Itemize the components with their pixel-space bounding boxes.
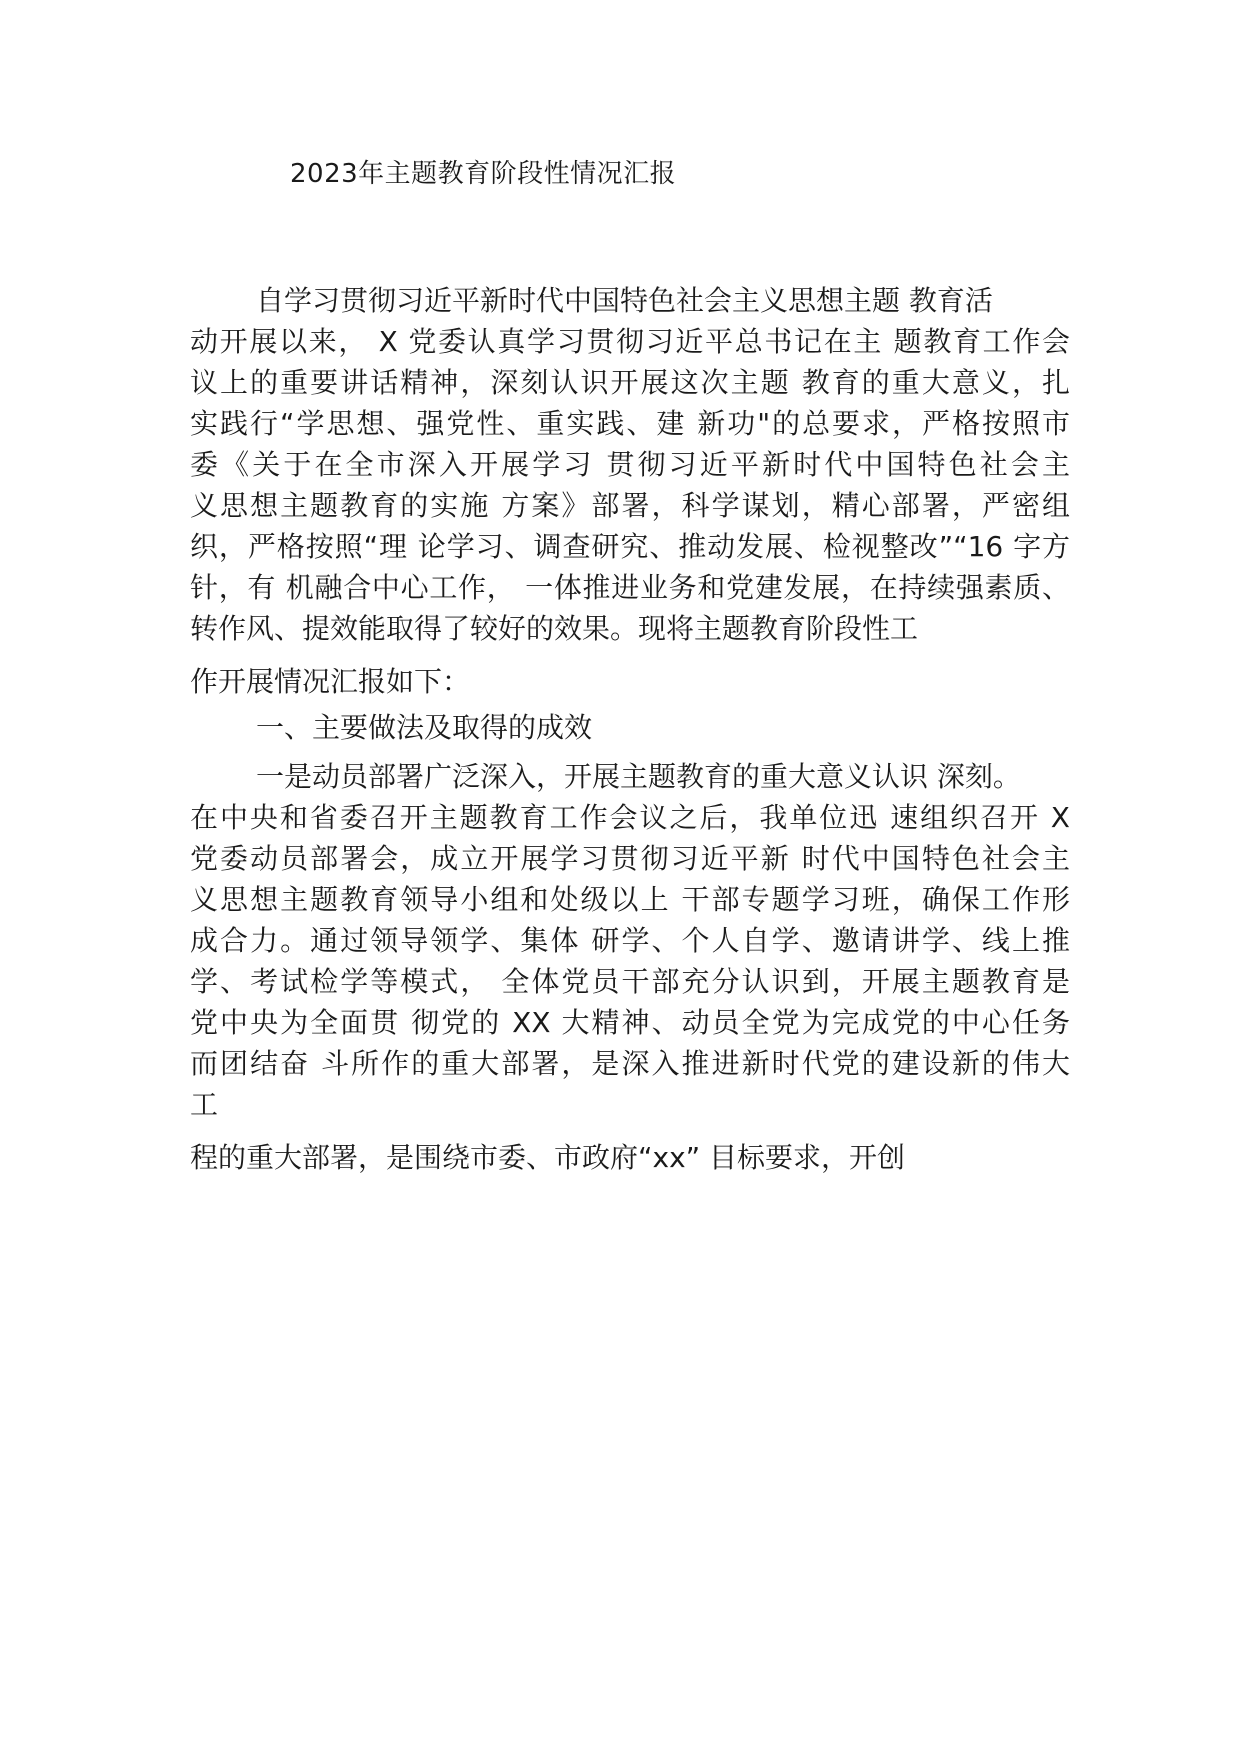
paragraph-line: 而团结奋 斗所作的重大部署，是深入推进新时代党的建设新的伟大 <box>190 1047 1070 1080</box>
paragraph-line: 针，有 机融合中心工作， 一体推进业务和党建发展，在持续强素质、 <box>190 571 1070 604</box>
paragraph-line: 在中央和省委召开主题教育工作会议之后，我单位迅 速组织召开 X <box>190 801 1070 834</box>
paragraph-line: 转作风、提效能取得了较好的效果。现将主题教育阶段性工 <box>190 612 919 645</box>
paragraph-line: 实践行“学思想、强党性、重实践、建 新功"的总要求，严格按照市 <box>190 407 1070 440</box>
paragraph-line: 一是动员部署广泛深入，开展主题教育的重大意义认识 深刻。 <box>256 760 1021 793</box>
paragraph-line: 义思想主题教育领导小组和处级以上 干部专题学习班，确保工作形 <box>190 883 1070 916</box>
paragraph-line: 动开展以来， X 党委认真学习贯彻习近平总书记在主 题教育工作会 <box>190 325 1070 358</box>
paragraph-line: 程的重大部署，是围绕市委、市政府“xx” 目标要求，开创 <box>190 1141 906 1174</box>
paragraph-line: 成合力。通过领导领学、集体 研学、个人自学、邀请讲学、线上推 <box>190 924 1070 957</box>
paragraph-line: 义思想主题教育的实施 方案》部署，科学谋划，精心部署，严密组 <box>190 489 1070 522</box>
paragraph-line: 议上的重要讲话精神，深刻认识开展这次主题 教育的重大意义，扎 <box>190 366 1070 399</box>
paragraph-line: 织，严格按照“理 论学习、调查研究、推动发展、检视整改”“16 字方 <box>190 530 1070 563</box>
paragraph-line: 党委动员部署会，成立开展学习贯彻习近平新 时代中国特色社会主 <box>190 842 1070 875</box>
section-heading: 一、主要做法及取得的成效 <box>256 711 593 744</box>
paragraph-line: 自学习贯彻习近平新时代中国特色社会主义思想主题 教育活 <box>256 284 993 317</box>
paragraph-line: 党中央为全面贯 彻党的 XX 大精神、动员全党为完成党的中心任务 <box>190 1006 1070 1039</box>
paragraph-line: 作开展情况汇报如下： <box>190 665 471 698</box>
document-title: 2023年主题教育阶段性情况汇报 <box>290 159 677 189</box>
paragraph-line: 学、考试检学等模式， 全体党员干部充分认识到，开展主题教育是 <box>190 965 1070 998</box>
paragraph-line: 工 <box>190 1088 219 1121</box>
paragraph-line: 委《关于在全市深入开展学习 贯彻习近平新时代中国特色社会主 <box>190 448 1070 481</box>
